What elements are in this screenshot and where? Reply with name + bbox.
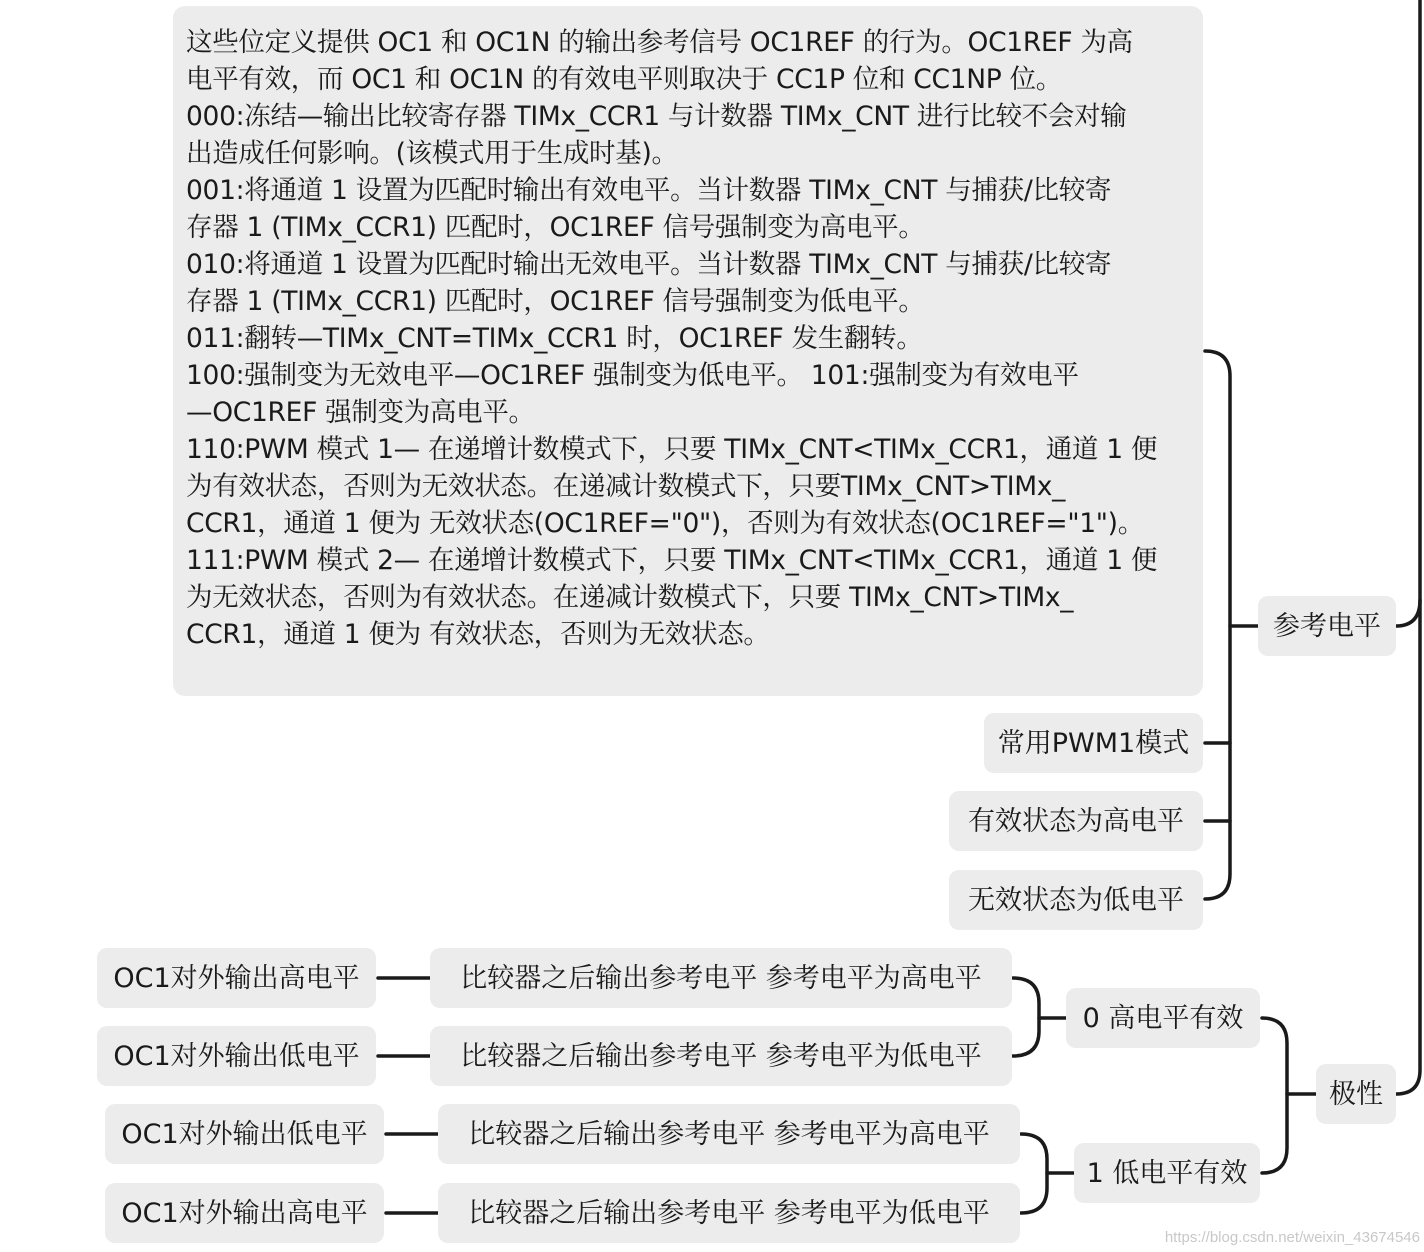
active-high-node[interactable]: 有效状态为高电平 [949,791,1203,851]
oc1-output-low-node[interactable]: OC1对外输出低电平 [97,1026,376,1086]
description-line: 010:将通道 1 设置为匹配时输出无效电平。当计数器 TIMx_CNT 与捕获/比较寄 [186,249,1112,280]
description-line: 出造成任何影响。(该模式用于生成时基)。 [186,138,678,169]
description-line: 011:翻转—TIMx_CNT=TIMx_CCR1 时，OC1REF 发生翻转。 [186,323,923,354]
comparator-ref-high-node[interactable]: 比较器之后输出参考电平 参考电平为高电平 [430,948,1012,1008]
description-line: 为无效状态，否则为有效状态。在递减计数模式下，只要 TIMx_CNT>TIMx_ [186,582,1074,613]
active-high-polarity-node[interactable]: 0 高电平有效 [1066,988,1260,1048]
description-line: CCR1，通道 1 便为 有效状态，否则为无效状态。 [186,619,770,650]
comparator-ref-low-node[interactable]: 比较器之后输出参考电平 参考电平为低电平 [438,1183,1020,1243]
comparator-ref-high-node[interactable]: 比较器之后输出参考电平 参考电平为高电平 [438,1104,1020,1164]
comparator-ref-low-node[interactable]: 比较器之后输出参考电平 参考电平为低电平 [430,1026,1012,1086]
ref-level-description [173,6,1203,696]
description-line: 000:冻结—输出比较寄存器 TIMx_CCR1 与计数器 TIMx_CNT 进行比较不会对输 [186,101,1127,132]
description-line: 111:PWM 模式 2— 在递增计数模式下，只要 TIMx_CNT<TIMx_CCR1，通道 1 便 [186,545,1158,576]
description-line: 存器 1 (TIMx_CCR1) 匹配时，OC1REF 信号强制变为低电平。 [186,286,925,317]
oc1-output-low-node[interactable]: OC1对外输出低电平 [105,1104,384,1164]
oc1-output-high-node[interactable]: OC1对外输出高电平 [105,1183,384,1243]
description-line: 为有效状态，否则为无效状态。在递减计数模式下，只要TIMx_CNT>TIMx_ [186,471,1066,502]
ref-level-node[interactable]: 参考电平 [1258,596,1396,656]
oc1-output-high-node[interactable]: OC1对外输出高电平 [97,948,376,1008]
description-line: —OC1REF 强制变为高电平。 [186,397,535,428]
description-line: 110:PWM 模式 1— 在递增计数模式下，只要 TIMx_CNT<TIMx_CCR1，通道 1 便 [186,434,1158,465]
active-low-polarity-node[interactable]: 1 低电平有效 [1074,1143,1260,1203]
description-line: 100:强制变为无效电平—OC1REF 强制变为低电平。 101:强制变为有效电平 [186,360,1079,391]
description-line: 001:将通道 1 设置为匹配时输出有效电平。当计数器 TIMx_CNT 与捕获/比较寄 [186,175,1112,206]
description-line: 这些位定义提供 OC1 和 OC1N 的输出参考信号 OC1REF 的行为。OC1REF 为高 [186,27,1133,58]
inactive-low-node[interactable]: 无效状态为低电平 [949,870,1203,930]
description-line: 存器 1 (TIMx_CCR1) 匹配时，OC1REF 信号强制变为高电平。 [186,212,925,243]
polarity-node[interactable]: 极性 [1316,1064,1396,1124]
watermark: https://blog.csdn.net/weixin_43674546 [1164,1229,1420,1246]
pwm1-mode-node[interactable]: 常用PWM1模式 [984,713,1203,773]
description-line: CCR1，通道 1 便为 无效状态(OC1REF="0")，否则为有效状态(OC1REF="1")。 [186,508,1144,539]
description-line: 电平有效，而 OC1 和 OC1N 的有效电平则取决于 CC1P 位和 CC1NP 位。 [186,64,1062,95]
